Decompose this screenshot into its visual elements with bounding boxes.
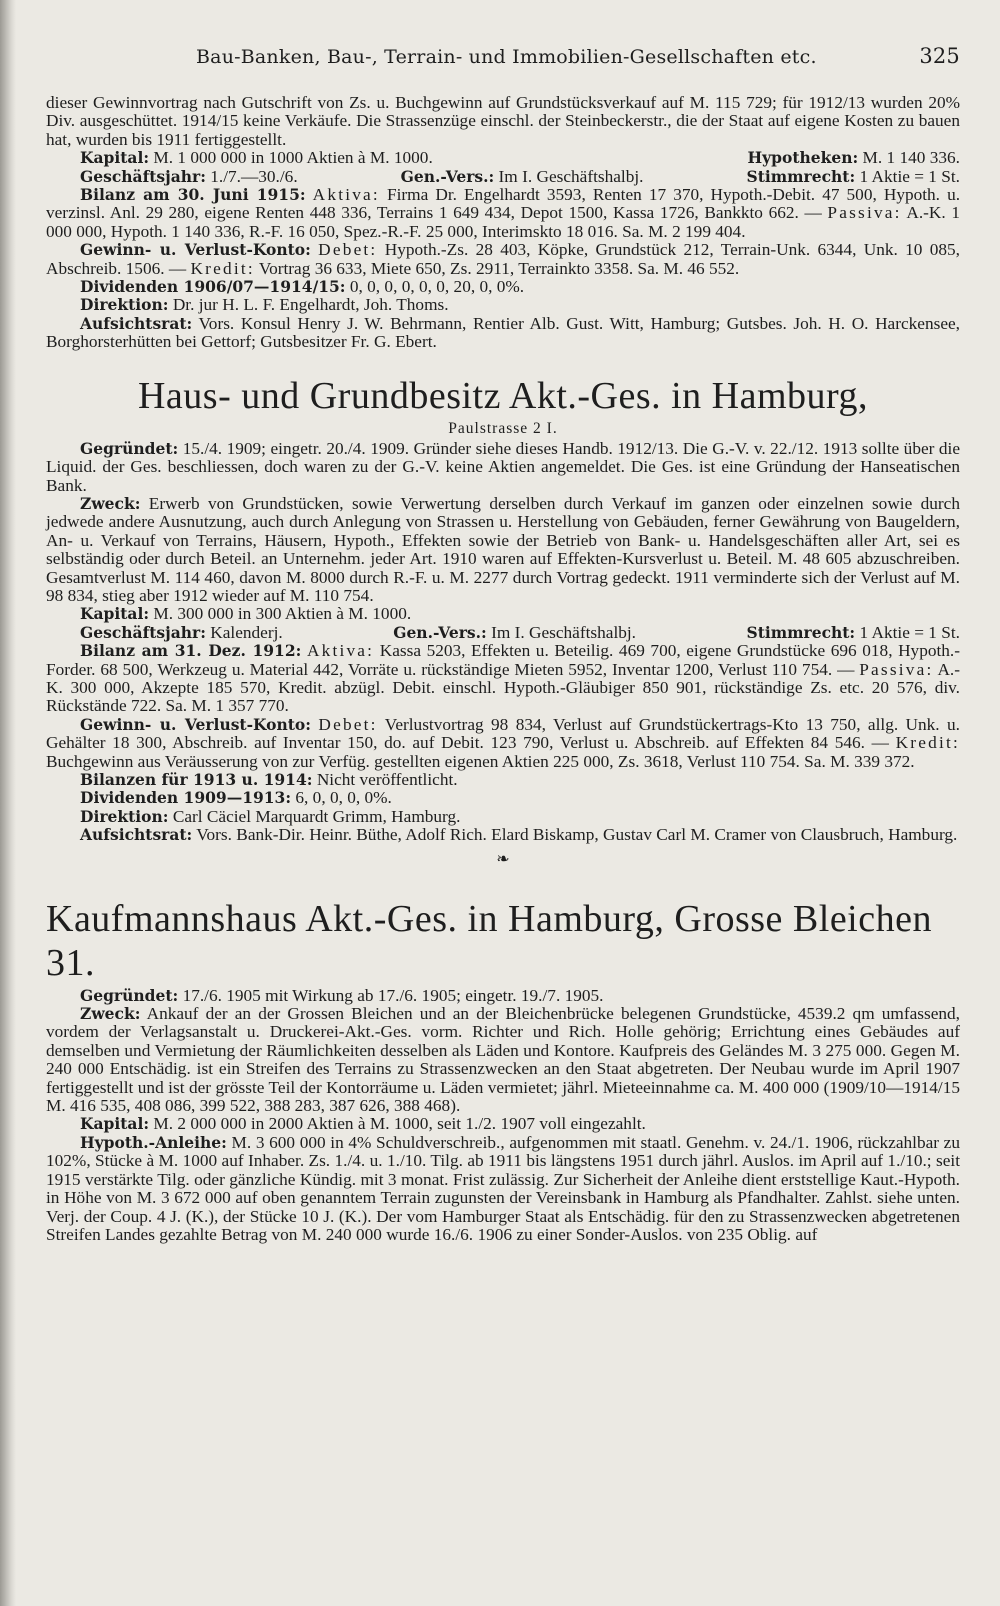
dividenden-label: Dividenden 1909—1913: <box>80 788 292 808</box>
entry3-zweck <box>46 1005 960 1115</box>
genvers-text: Im I. Geschäftshalbj. <box>491 622 637 642</box>
passiva-text: A.-K. 300 000, Akzepte 185 570, Kredit. abzügl. Debit. einschl. Hypoth.-Gläubiger 850 901, rückständige Zs. etc. 20 576, div. Rückstände 722. Sa. M. 1 357 770. <box>46 659 960 716</box>
entry2-aufsichtsrat <box>46 826 960 844</box>
running-header <box>196 44 960 68</box>
gegruendet-label: Gegründet: <box>80 438 179 458</box>
bilanzen-label: Bilanzen für 1913 u. 1914: <box>80 770 313 789</box>
entry1-intro: dieser Gewinnvortrag nach Gutschrift von Zs. u. Buchgewinn auf Grundstücksverkauf auf M. 115 729; für 1912/13 wurden 20% Div. ausgeschüttet. 1914/15 keine Verkäufe. Die Strassenzüge einschl. der Steinbeckerstr., die der Staat auf eigene Kosten zu bauen hat, wurden bis 1911 fertiggestellt. <box>46 93 960 149</box>
kredit-text: Vortrag 36 633, Miete 650, Zs. 2911, Terrainkto 3358. Sa. M. 46 552. <box>258 258 740 278</box>
dividenden-text: 6, 0, 0, 0, 0%. <box>295 788 392 808</box>
company-address: Paulstrasse 2 I. <box>448 419 558 437</box>
aufsichtsrat-label: Aufsichtsrat: <box>80 825 193 845</box>
entry2-direktion <box>46 808 960 826</box>
entry2-bilanz <box>46 642 960 716</box>
entry-continued <box>46 94 960 352</box>
hypotheken-label: Hypotheken: <box>747 148 859 168</box>
genvers-text: Im I. Geschäftshalbj. <box>498 166 644 186</box>
guv-label: Gewinn- u. Verlust-Konto: <box>80 714 311 734</box>
company-title: Kaufmannshaus Akt.-Ges. in Hamburg, Grosse Bleichen 31. <box>46 897 932 984</box>
entry-haus-und-grundbesitz <box>46 374 960 867</box>
direktion-label: Direktion: <box>80 295 169 315</box>
geschaeftsjahr-text: 1./7.—30./6. <box>210 166 298 186</box>
kapital-text: M. 1 000 000 in 1000 Aktien à M. 1000. <box>153 148 433 168</box>
entry1-direktion <box>46 296 960 314</box>
kredit-word: Kredit: <box>895 733 960 753</box>
entry3-kapital <box>46 1115 960 1133</box>
kapital-label: Kapital: <box>80 148 150 168</box>
kapital-label: Kapital: <box>80 604 150 624</box>
company-title: Haus- und Grundbesitz Akt.-Ges. in Hamburg, <box>137 374 869 417</box>
entry1-bilanz <box>46 186 960 241</box>
kredit-text: Buchgewinn aus Veräusserung von zur Verfüg. gestellten eigenen Aktien 225 000, Zs. 3618, Verlust 110 754. Sa. M. 339 372. <box>46 751 915 771</box>
aktiva-word: Aktiva: <box>306 641 375 661</box>
dividenden-text: 0, 0, 0, 0, 0, 0, 20, 0, 0%. <box>349 277 525 297</box>
stimmrecht-label: Stimmrecht: <box>746 166 856 186</box>
passiva-text: A.-K. 1 000 000, Hypoth. 1 140 336, R.-F. 16 050, Spez.-R.-F. 25 000, Interimskto 18 016. Sa. M. 2 199 404. <box>46 203 960 241</box>
entry1-kapital-row <box>46 149 960 167</box>
zweck-label: Zweck: <box>80 493 141 513</box>
page-number: 325 <box>919 44 960 68</box>
bilanz-label: Bilanz am 31. Dez. 1912: <box>80 641 302 661</box>
hypotheken-text: M. 1 140 336. <box>862 148 960 168</box>
aufsichtsrat-text: Vors. Bank-Dir. Heinr. Büthe, Adolf Rich. Elard Biskamp, Gustav Carl M. Cramer von Clausbruch, Hamburg. <box>196 825 958 845</box>
hypoth-anleihe-text: M. 3 600 000 in 4% Schuldverschreib., aufgenommen mit staatl. Genehm. v. 24./1. 1906, rückzahlbar zu 102%, Stücke à M. 1000 auf Inhaber. Zs. 1./4. u. 1./10. Tilg. ab 1911 bis längstens 1951 durch jährl. Auslos. im April auf 1./10.; seit 1915 verstärkte Tilg. oder gänzliche Kündig. mit 3 monat. Frist zulässig. Zur Sicherheit der Anleihe dient erststellige Kaut.-Hypoth. in Höhe von M. 3 672 000 auf oben genanntem Terrain zugunsten der Vereinsbank in Hamburg als Pfandhalter. Zahlst. siehe unten. Verj. der Coup. 4 J. (K.), der Stücke 10 J. (K.). Der vom Hamburger Staat als Entschädig. für den zu Strassenzwecken abgetretenen Streifen Landes gezahlte Betrag von M. 240 000 wurde 16./6. 1906 zu einer Sonder-Auslos. von 235 Oblig. auf <box>46 1132 960 1244</box>
kapital-label: Kapital: <box>80 1114 150 1134</box>
aufsichtsrat-label: Aufsichtsrat: <box>80 313 193 333</box>
entry2-zweck <box>46 495 960 605</box>
bilanzen-text: Nicht veröffentlicht. <box>316 770 458 789</box>
entry1-dividenden <box>46 278 960 296</box>
guv-label: Gewinn- u. Verlust-Konto: <box>80 240 311 260</box>
entry1-geschaeftsjahr-row <box>46 168 960 186</box>
direktion-text: Dr. jur H. L. F. Engelhardt, Joh. Thoms. <box>172 295 449 315</box>
entry1-aufsichtsrat <box>46 315 960 352</box>
passiva-word: Passiva: <box>859 659 934 679</box>
entry2-gegruendet <box>46 440 960 495</box>
zweck-text: Ankauf der an der Grossen Bleichen und an der Bleichenbrücke belegenen Grundstücke, 4539.2 qm umfassend, vordem der Verlagsanstalt u. Druckerei-Akt.-Ges. vorm. Richter und Rich. Holle gehörig; Errichtung eines Gebäudes auf demselben und Vermietung der Räumlichkeiten desselben als Läden und Kontore. Kaufpreis des Geländes M. 3 275 000. Gegen M. 240 000 Entschädig. ist ein Streifen des Terrains zu Strassenzwecken an den Staat abgetreten. Der Neubau wurde im April 1907 fertiggestellt und ist der grösste Teil der Kontorräume u. Läden vermietet; jährl. Mieteeinnahme ca. M. 400 000 (1909/10—1914/15 M. 416 535, 408 086, 399 522, 388 283, 387 626, 388 468). <box>46 1004 960 1116</box>
entry2-dividenden <box>46 789 960 807</box>
kredit-word: Kredit: <box>190 258 255 278</box>
aktiva-word: Aktiva: <box>312 185 380 205</box>
entry1-guv <box>46 241 960 278</box>
geschaeftsjahr-label: Geschäftsjahr: <box>80 166 206 186</box>
aktiva-text: Firma Dr. Engelhardt 3593, Renten 17 370, Hypoth.-Debit. 47 500, Hypoth. u. verzinsl. Anl. 29 280, eigene Renten 448 336, Terrains 1 649 434, Depot 1500, Kassa 1726, Bankkto 662. — <box>46 185 961 223</box>
kapital-text: M. 300 000 in 300 Aktien à M. 1000. <box>153 604 412 624</box>
entry2-kapital <box>46 605 960 623</box>
page-gutter-shadow <box>0 0 16 1606</box>
entry-kaufmannshaus <box>46 897 960 1245</box>
entry2-guv <box>46 716 960 771</box>
genvers-label: Gen.-Vers.: <box>393 622 487 642</box>
bilanz-label: Bilanz am 30. Juni 1915: <box>80 185 306 205</box>
debet-text: Hypoth.-Zs. 28 403, Köpke, Grundstück 212, Terrain-Unk. 6344, Unk. 10 085, Abschreib. 1506. — <box>46 240 960 278</box>
debet-text: Verlustvortrag 98 834, Verlust auf Grundstückertrags-Kto 13 750, allg. Unk. u. Gehälter 18 300, Abschreib. auf Inventar 150, do. auf Debit. 123 790, Verlust u. Abschreib. auf Effekten 84 546. — <box>46 714 960 753</box>
gegruendet-text: 17./6. 1905 mit Wirkung ab 17./6. 1905; eingetr. 19./7. 1905. <box>182 985 604 1005</box>
stimmrecht-text: 1 Aktie = 1 St. <box>859 622 960 642</box>
entry2-bilanzen <box>46 771 960 789</box>
passiva-word: Passiva: <box>827 203 902 223</box>
geschaeftsjahr-text: Kalenderj. <box>210 622 283 642</box>
entry2-geschaeftsjahr-row <box>46 624 960 642</box>
hypoth-anleihe-label: Hypoth.-Anleihe: <box>80 1132 227 1152</box>
genvers-label: Gen.-Vers.: <box>400 166 495 186</box>
geschaeftsjahr-label: Geschäftsjahr: <box>80 622 206 642</box>
section-end-ornament-icon: ❧ <box>496 848 510 868</box>
entry3-hypoth-anleihe <box>46 1134 960 1244</box>
entry3-gegruendet <box>46 987 960 1005</box>
debet-word: Debet: <box>318 714 378 734</box>
running-title: Bau-Banken, Bau-, Terrain- und Immobilien-Gesellschaften etc. <box>196 46 817 68</box>
aufsichtsrat-text: Vors. Konsul Henry J. W. Behrmann, Rentier Alb. Gust. Witt, Hamburg; Gutsbes. Joh. H. O. Harckensee, Borghorsterhütten bei Gettorf; Gutsbesitzer Fr. G. Ebert. <box>46 313 960 352</box>
stimmrecht-label: Stimmrecht: <box>746 622 856 642</box>
debet-word: Debet: <box>318 240 378 260</box>
aktiva-text: Kassa 5203, Effekten u. Beteilig. 469 700, eigene Grundstücke 696 018, Hypoth.-Forder. 68 500, Werkzeug u. Material 442, Vorräte u. rückständige Mieten 5952, Inventar 1200, Verlust 110 754. — <box>46 641 960 679</box>
kapital-text: M. 2 000 000 in 2000 Aktien à M. 1000, seit 1./2. 1907 voll eingezahlt. <box>153 1114 646 1134</box>
zweck-label: Zweck: <box>80 1004 141 1024</box>
zweck-text: Erwerb von Grundstücken, sowie Verwertung derselben durch Verkauf im ganzen oder einzelnen sowie durch jedwede andere Ausnutzung, auch durch Anlegung von Strassen u. Herstellung von Gebäuden, ferner Gewährung von Baugeldern, An- u. Verkauf von Terrains, Häusern, Hypoth., Effekten sowie der Betrieb von Bank- u. Handelsgeschäften aller Art, sei es selbständig oder durch Beteil. an Unternehm. jeder Art. 1910 waren auf Effekten-Kursverlust u. Beteil. M. 48 605 abzuschreiben. Gesamtverlust M. 114 460, davon M. 8000 durch R.-F. u. M. 2277 durch Vortrag gedeckt. 1911 verminderte sich der Verlust auf M. 98 834, stieg aber 1912 wieder auf M. 110 754. <box>46 493 960 605</box>
dividenden-label: Dividenden 1906/07—1914/15: <box>80 277 346 297</box>
gegruendet-label: Gegründet: <box>80 985 179 1005</box>
direktion-label: Direktion: <box>80 806 169 826</box>
gegruendet-text: 15./4. 1909; eingetr. 20./4. 1909. Gründer siehe dieses Handb. 1912/13. Die G.-V. v. 22./12. 1913 sollte über die Liquid. der Ges. beschliessen, doch waren zu der G.-V. keine Aktien angemeldet. Die Ges. ist eine Gründung der Hanseatischen Bank. <box>46 438 961 495</box>
stimmrecht-text: 1 Aktie = 1 St. <box>859 166 960 186</box>
direktion-text: Carl Cäciel Marquardt Grimm, Hamburg. <box>172 806 461 826</box>
